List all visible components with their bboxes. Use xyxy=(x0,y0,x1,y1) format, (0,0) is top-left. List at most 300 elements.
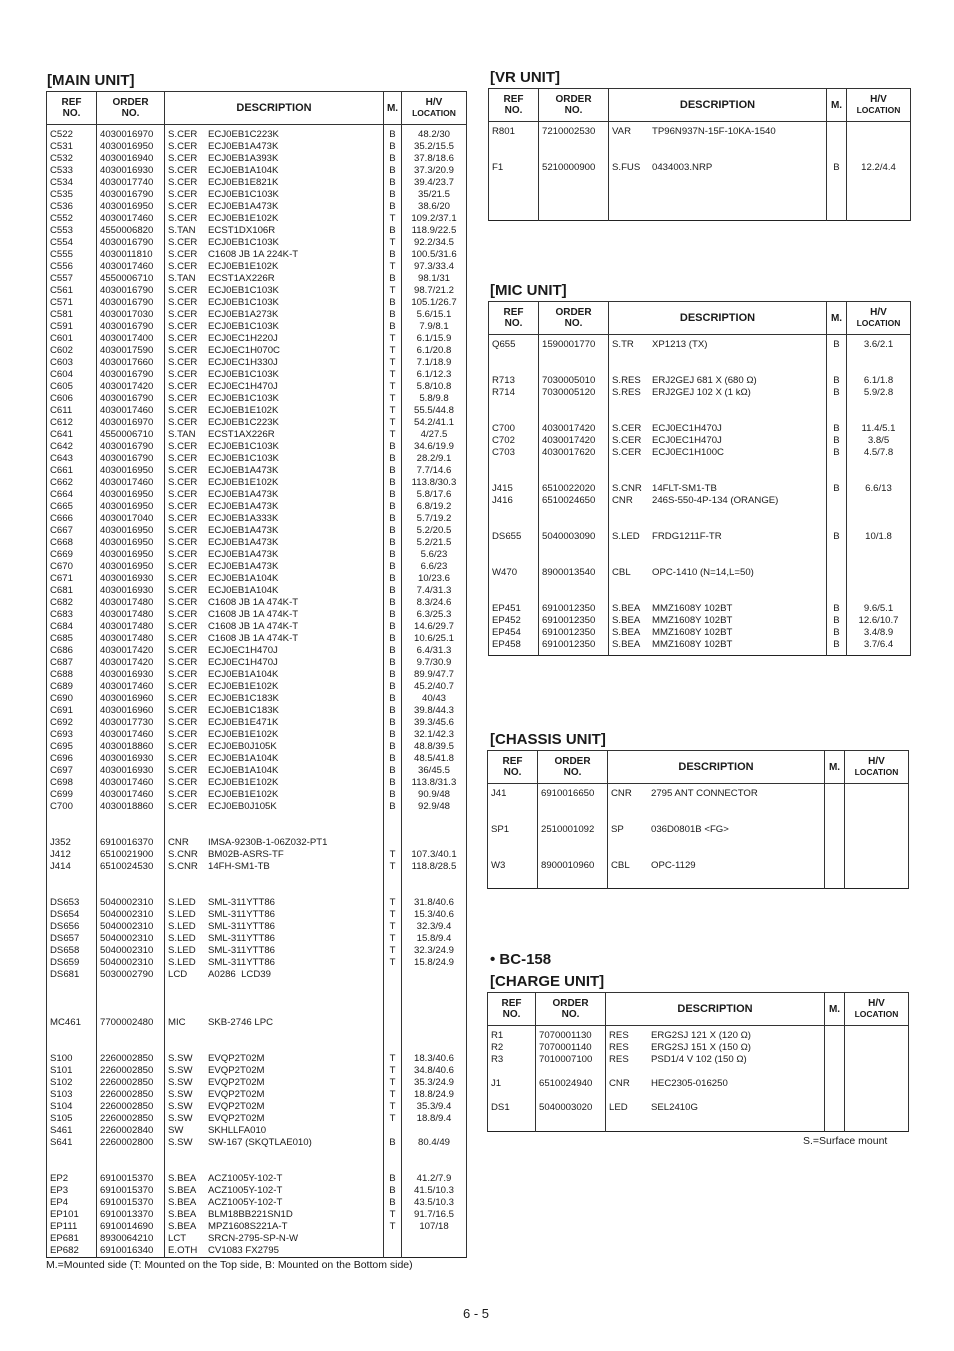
hv-location: 98.1/31 xyxy=(417,273,450,284)
part-code: ECJ0EB1C103K xyxy=(208,453,279,464)
hv-location: 18.8/9.4 xyxy=(416,1113,452,1124)
part-ref: EP2 xyxy=(50,1173,69,1184)
part-ref: C554 xyxy=(50,237,73,248)
part-order-no: 2260002850 xyxy=(100,1077,154,1088)
page-number: 6 - 5 xyxy=(463,1306,490,1321)
part-description xyxy=(168,501,380,513)
part-order-no: 6910016650 xyxy=(541,788,595,799)
part-order-no: 5040003090 xyxy=(542,531,596,542)
mount-side: T xyxy=(389,1065,396,1076)
col-desc-header: DESCRIPTION xyxy=(609,302,827,335)
col-order-header: ORDER NO. xyxy=(97,92,165,125)
part-ref: C685 xyxy=(50,633,73,644)
part-ref: C601 xyxy=(50,333,73,344)
part-ref: R2 xyxy=(491,1042,504,1053)
part-ref: DS657 xyxy=(50,933,80,944)
part-order-no: 4030016930 xyxy=(100,753,154,764)
part-type: S.BEA xyxy=(168,1197,197,1208)
hv-location xyxy=(850,126,907,138)
part-type: S.LED xyxy=(168,897,196,908)
part-order-no: 7070001140 xyxy=(539,1042,592,1053)
part-order-no: 4030017480 xyxy=(100,597,154,608)
part-ref: W3 xyxy=(491,860,506,871)
chassis-unit-table xyxy=(487,750,909,889)
part-order-no: 4030011810 xyxy=(100,249,153,260)
part-description xyxy=(168,933,380,945)
part-type: S.CER xyxy=(168,741,198,752)
mount-side: B xyxy=(389,273,396,284)
part-description xyxy=(168,753,380,765)
part-type: S.CER xyxy=(168,345,198,356)
part-order-no: 4030016950 xyxy=(100,201,154,212)
surface-mount-footnote: S.=Surface mount xyxy=(803,1135,888,1147)
part-code: SML-311YTT86 xyxy=(208,897,276,908)
part-ref: DS653 xyxy=(50,897,80,908)
hv-location: 48.2/30 xyxy=(417,129,450,140)
part-type: S.CER xyxy=(168,141,198,152)
part-description xyxy=(168,1089,380,1101)
part-code: HEC2305-016250 xyxy=(651,1078,728,1089)
part-order-no: 4030016970 xyxy=(100,129,154,140)
hv-location xyxy=(405,837,463,849)
part-type: S.CER xyxy=(168,477,198,488)
part-type: S.CER xyxy=(168,405,198,416)
part-type: S.LED xyxy=(168,921,196,932)
mount-side xyxy=(387,1125,398,1137)
part-type: S.SW xyxy=(168,1077,193,1088)
hv-location: 35.2/15.5 xyxy=(413,141,454,152)
part-ref: C556 xyxy=(50,261,73,272)
hv-location xyxy=(848,1042,905,1054)
part-type: S.CER xyxy=(168,201,198,212)
part-ref: C553 xyxy=(50,225,73,236)
part-ref: J412 xyxy=(50,849,71,860)
col-m-header: M. xyxy=(827,89,847,122)
part-code: 246S-550-4P-134 (ORANGE) xyxy=(652,495,779,506)
part-code: ECJ0EB1C103K xyxy=(208,285,279,296)
main-unit-title: [MAIN UNIT] xyxy=(47,72,135,89)
part-ref: C665 xyxy=(50,501,73,512)
part-type: S.BEA xyxy=(168,1221,197,1232)
col-ref-header: REF NO. xyxy=(489,302,539,335)
part-type: CBL xyxy=(611,860,630,871)
hv-location: 6.1/15.9 xyxy=(416,333,452,344)
mount-side: B xyxy=(389,249,396,260)
part-ref: C581 xyxy=(50,309,73,320)
part-description xyxy=(168,525,380,537)
part-order-no: 6910013370 xyxy=(100,1209,154,1220)
part-order-no: 4030016790 xyxy=(100,189,154,200)
mount-side: B xyxy=(389,729,396,740)
part-ref: EP682 xyxy=(50,1245,79,1256)
part-type: S.CER xyxy=(168,753,198,764)
part-ref: S105 xyxy=(50,1113,73,1124)
col-hv-header: H/V LOCATION xyxy=(847,89,911,122)
hv-location xyxy=(405,969,463,981)
part-ref: C697 xyxy=(50,765,73,776)
part-type: S.CER xyxy=(168,777,198,788)
part-code: ECJ0EB1A273K xyxy=(208,309,279,320)
part-type: S.CER xyxy=(168,285,198,296)
part-order-no: 2260002800 xyxy=(100,1137,154,1148)
part-order-no: 4030017420 xyxy=(100,381,154,392)
mount-side: B xyxy=(389,693,396,704)
part-ref: C682 xyxy=(50,597,73,608)
part-order-no: 5210000900 xyxy=(542,162,596,173)
mount-side: B xyxy=(389,477,396,488)
part-code: ECJ0EC1H470J xyxy=(208,381,278,392)
part-type: S.CER xyxy=(168,489,198,500)
part-description xyxy=(168,741,380,753)
mount-side: B xyxy=(389,657,396,668)
mount-side xyxy=(387,837,398,849)
part-code: ECJ0EC1H330J xyxy=(208,357,278,368)
hv-location: 4/27.5 xyxy=(420,429,448,440)
mic-unit-title: [MIC UNIT] xyxy=(490,282,567,299)
col-desc-header: DESCRIPTION xyxy=(606,993,825,1026)
part-type: S.CER xyxy=(168,297,198,308)
part-order-no: 4030017420 xyxy=(542,435,596,446)
part-description xyxy=(168,801,380,813)
hv-location: 6.1/1.8 xyxy=(863,375,894,386)
part-type: RES xyxy=(609,1042,629,1053)
part-type: S.CER xyxy=(168,765,198,776)
part-description xyxy=(168,177,380,189)
part-ref: C667 xyxy=(50,525,73,536)
part-description xyxy=(168,153,380,165)
hv-location: 5.2/20.5 xyxy=(416,525,452,536)
part-type: LCD xyxy=(168,969,188,980)
mount-side: B xyxy=(389,585,396,596)
part-code: ECJ0EB1A104K xyxy=(208,669,279,680)
part-ref: C689 xyxy=(50,681,73,692)
part-type: CNR xyxy=(611,788,632,799)
mount-side: B xyxy=(389,537,396,548)
part-code: ECJ0EC1H100C xyxy=(652,447,724,458)
part-ref: C696 xyxy=(50,753,73,764)
part-order-no: 4030017040 xyxy=(100,513,154,524)
part-code: ECJ0EB1A333K xyxy=(208,513,279,524)
part-type: S.CER xyxy=(168,537,198,548)
hv-location: 107.3/40.1 xyxy=(411,849,457,860)
part-order-no: 4030017480 xyxy=(100,621,154,632)
part-ref: MC461 xyxy=(50,1017,81,1028)
part-ref: C606 xyxy=(50,393,73,404)
mount-side: T xyxy=(389,1089,396,1100)
part-code: ECJ0EC1H470J xyxy=(652,423,722,434)
mount-side: B xyxy=(389,609,396,620)
part-order-no: 5040003020 xyxy=(539,1102,593,1113)
part-ref: EP451 xyxy=(492,603,521,614)
part-order-no: 4030016960 xyxy=(100,705,154,716)
part-code: MMZ1608Y 102BT xyxy=(652,639,733,650)
part-type: S.CER xyxy=(168,189,198,200)
hv-location: 15.3/40.6 xyxy=(413,909,454,920)
hv-location: 3.7/6.4 xyxy=(863,639,894,650)
part-ref: S103 xyxy=(50,1089,73,1100)
part-code: EVQP2T02M xyxy=(208,1089,265,1100)
part-description xyxy=(168,249,380,261)
hv-location: 10/1.8 xyxy=(865,531,892,542)
part-order-no: 4030017460 xyxy=(100,789,154,800)
mount-side: T xyxy=(389,945,396,956)
part-description xyxy=(168,849,380,861)
part-description xyxy=(168,1233,380,1245)
part-ref: Q655 xyxy=(492,339,516,350)
part-description xyxy=(168,909,380,921)
part-order-no: 5030002790 xyxy=(100,969,154,980)
col-hv-header: H/V LOCATION xyxy=(845,993,909,1026)
hv-location: 41.5/10.3 xyxy=(413,1185,454,1196)
part-code: ECJ0EC1H470J xyxy=(208,645,278,656)
part-type: S.CER xyxy=(168,321,198,332)
hv-location xyxy=(405,1233,463,1245)
mount-side: B xyxy=(389,177,396,188)
part-type: S.FUS xyxy=(612,162,641,173)
part-code: ECJ0EB1A473K xyxy=(208,537,279,548)
part-type: LCT xyxy=(168,1233,187,1244)
part-description xyxy=(168,1221,380,1233)
part-type: VAR xyxy=(612,126,632,137)
part-description xyxy=(168,201,380,213)
mount-side: T xyxy=(389,861,396,872)
part-description xyxy=(168,165,380,177)
hv-location: 6.6/23 xyxy=(420,561,448,572)
part-order-no: 4030017480 xyxy=(100,633,154,644)
mount-side: B xyxy=(833,447,840,458)
part-type: S.CER xyxy=(168,501,198,512)
mount-side: T xyxy=(389,393,396,404)
charge-unit-table xyxy=(487,992,909,1132)
part-ref: DS656 xyxy=(50,921,80,932)
part-order-no: 4030017590 xyxy=(100,345,154,356)
hv-location: 48.8/39.5 xyxy=(413,741,454,752)
part-ref: S100 xyxy=(50,1053,73,1064)
part-ref: C703 xyxy=(492,447,515,458)
part-description xyxy=(612,447,823,459)
part-order-no: 7070001130 xyxy=(539,1030,592,1041)
mount-side: B xyxy=(833,162,840,173)
mount-side xyxy=(828,1054,841,1066)
part-order-no: 7030005010 xyxy=(542,375,596,386)
part-type: S.BEA xyxy=(168,1173,197,1184)
mount-side: B xyxy=(833,639,840,650)
part-type: SP xyxy=(611,824,624,835)
part-order-no: 4030017460 xyxy=(100,477,154,488)
part-description xyxy=(168,1077,380,1089)
hv-location: 5.6/23 xyxy=(420,549,448,560)
part-code: ECJ0EB1E102K xyxy=(208,405,279,416)
part-order-no: 4030016950 xyxy=(100,141,154,152)
part-description xyxy=(168,621,380,633)
mount-side xyxy=(828,1030,841,1042)
part-code: A0286 LCD39 xyxy=(208,969,271,980)
hv-location: 18.3/40.6 xyxy=(413,1053,454,1064)
hv-location: 6.3/25.3 xyxy=(416,609,452,620)
part-description xyxy=(168,369,380,381)
mount-side: B xyxy=(389,1173,396,1184)
part-order-no: 6910015370 xyxy=(100,1185,154,1196)
part-type: S.CER xyxy=(168,441,198,452)
part-order-no: 6510024940 xyxy=(539,1078,593,1089)
part-code: ECJ0EB0J105K xyxy=(208,741,277,752)
part-ref: C698 xyxy=(50,777,73,788)
part-description xyxy=(168,1185,380,1197)
part-code: SML-311YTT86 xyxy=(208,909,276,920)
part-code: SKB-2746 LPC xyxy=(208,1017,274,1028)
part-code: ERG2SJ 151 X (150 Ω) xyxy=(651,1042,751,1053)
part-description xyxy=(168,237,380,249)
part-description xyxy=(168,441,380,453)
part-type: S.TAN xyxy=(168,429,196,440)
part-code: ECST1DX106R xyxy=(208,225,276,236)
hv-location: 32.3/9.4 xyxy=(416,921,452,932)
part-code: ECJ0EB1C103K xyxy=(208,441,279,452)
part-type: CBL xyxy=(612,567,631,578)
mount-side: B xyxy=(389,297,396,308)
part-code: ECJ0EB1E102K xyxy=(208,777,279,788)
mount-side xyxy=(828,1042,841,1054)
part-type: S.CER xyxy=(168,381,198,392)
part-order-no: 4030016960 xyxy=(100,693,154,704)
vr-unit-title: [VR UNIT] xyxy=(490,69,560,86)
part-ref: EP454 xyxy=(492,627,521,638)
part-code: IMSA-9230B-1-06Z032-PT1 xyxy=(208,837,328,848)
hv-location: 37.8/18.6 xyxy=(413,153,454,164)
mount-side: T xyxy=(389,345,396,356)
hv-location: 15.8/9.4 xyxy=(416,933,452,944)
part-ref: J1 xyxy=(491,1078,502,1089)
hv-location: 18.8/24.9 xyxy=(413,1089,454,1100)
part-description xyxy=(168,549,380,561)
part-description xyxy=(609,1042,821,1054)
part-type: S.CER xyxy=(168,417,198,428)
part-order-no: 2260002850 xyxy=(100,1053,154,1064)
part-order-no: 6510024530 xyxy=(100,861,154,872)
part-order-no: 4030016970 xyxy=(100,417,154,428)
part-order-no: 4030017460 xyxy=(100,777,154,788)
part-description xyxy=(611,860,821,872)
part-description xyxy=(609,1102,821,1114)
part-description xyxy=(168,957,380,969)
part-order-no: 6910016370 xyxy=(100,837,154,848)
mount-side: T xyxy=(389,1053,396,1064)
part-code: ECJ0EB1C103K xyxy=(208,297,279,308)
part-code: SML-311YTT86 xyxy=(208,933,276,944)
part-code: ECJ0EB0J105K xyxy=(208,801,277,812)
charge-unit-model-title: • BC-158 xyxy=(490,951,552,968)
part-type: S.CER xyxy=(168,393,198,404)
part-ref: C691 xyxy=(50,705,73,716)
part-description xyxy=(168,657,380,669)
hv-location: 40/43 xyxy=(421,693,446,704)
part-order-no: 4030016950 xyxy=(100,525,154,536)
part-code: ECST1AX226R xyxy=(208,429,275,440)
part-type: S.BEA xyxy=(168,1185,197,1196)
hv-location xyxy=(405,1017,463,1029)
part-code: 036D0801B <FG> xyxy=(651,824,729,835)
hv-location: 14.6/29.7 xyxy=(413,621,454,632)
hv-location: 10.6/25.1 xyxy=(413,633,454,644)
part-code: ECJ0EB1E471K xyxy=(208,717,279,728)
part-order-no: 6910016340 xyxy=(100,1245,154,1256)
part-type: S.CNR xyxy=(168,861,198,872)
part-ref: C688 xyxy=(50,669,73,680)
mount-side: T xyxy=(389,1209,396,1220)
part-ref: DS654 xyxy=(50,909,80,920)
part-ref: C692 xyxy=(50,717,73,728)
part-ref: C536 xyxy=(50,201,73,212)
part-code: PSD1/4 V 102 (150 Ω) xyxy=(651,1054,747,1065)
part-type: S.CER xyxy=(168,633,198,644)
mount-side: T xyxy=(389,909,396,920)
part-type: S.RES xyxy=(612,387,641,398)
part-order-no: 4030017460 xyxy=(100,213,154,224)
part-type: S.CER xyxy=(168,549,198,560)
part-description xyxy=(168,837,380,849)
mount-side: B xyxy=(389,597,396,608)
mount-side: B xyxy=(389,561,396,572)
mic-unit-table xyxy=(488,301,911,656)
part-code: ERG2SJ 121 X (120 Ω) xyxy=(651,1030,751,1041)
mount-side: B xyxy=(389,741,396,752)
part-description xyxy=(612,627,823,639)
part-order-no: 8900013540 xyxy=(542,567,596,578)
part-description xyxy=(609,1078,821,1090)
main-unit-table xyxy=(46,91,467,1258)
part-type: S.BEA xyxy=(168,1209,197,1220)
part-code: C1608 JB 1A 474K-T xyxy=(208,609,299,620)
part-ref: R714 xyxy=(492,387,515,398)
part-ref: EP4 xyxy=(50,1197,69,1208)
hv-location xyxy=(848,824,905,836)
part-ref: C664 xyxy=(50,489,73,500)
hv-location: 32.1/42.3 xyxy=(413,729,454,740)
part-type: SW xyxy=(168,1125,184,1136)
part-description xyxy=(168,573,380,585)
part-ref: EP111 xyxy=(50,1221,78,1232)
part-order-no: 4030017460 xyxy=(100,729,154,740)
part-type: S.TAN xyxy=(168,225,196,236)
part-description xyxy=(168,213,380,225)
part-ref: EP452 xyxy=(492,615,521,626)
part-description xyxy=(168,861,380,873)
mount-side: T xyxy=(389,897,396,908)
mount-side: B xyxy=(389,201,396,212)
part-type: S.CER xyxy=(168,597,198,608)
mount-side: T xyxy=(389,849,396,860)
hv-location: 100.5/31.6 xyxy=(411,249,457,260)
part-order-no: 6910015370 xyxy=(100,1197,154,1208)
part-description xyxy=(168,921,380,933)
part-code: SML-311YTT86 xyxy=(208,957,276,968)
part-type: S.LED xyxy=(168,945,196,956)
part-order-no: 5040002310 xyxy=(100,945,154,956)
hv-location xyxy=(850,495,907,507)
part-description xyxy=(168,633,380,645)
mount-side: T xyxy=(389,237,396,248)
part-code: ECJ0EB1A473K xyxy=(208,201,279,212)
part-type: S.SW xyxy=(168,1089,193,1100)
part-description xyxy=(612,483,823,495)
mount-side: B xyxy=(389,765,396,776)
part-ref: DS659 xyxy=(50,957,80,968)
hv-location: 118.8/28.5 xyxy=(411,861,457,872)
part-order-no: 6510024650 xyxy=(542,495,596,506)
part-order-no: 4030016950 xyxy=(100,489,154,500)
part-type: E.OTH xyxy=(168,1245,198,1256)
hv-location: 48.5/41.8 xyxy=(413,753,454,764)
